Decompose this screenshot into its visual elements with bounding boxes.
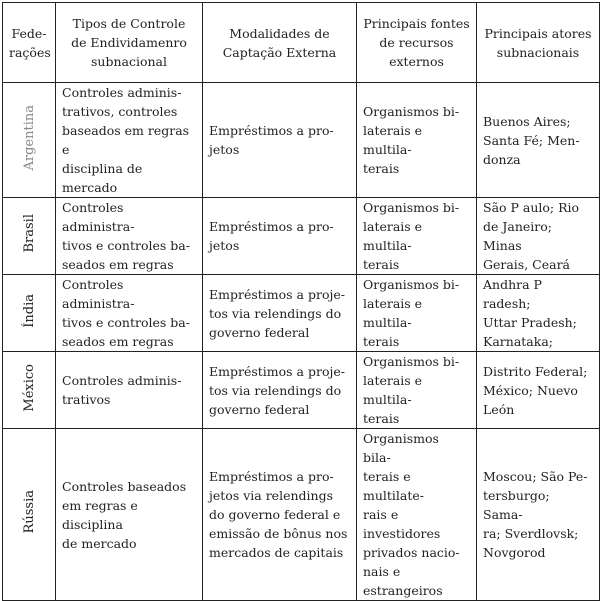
actors-cell: Moscou; São Pe- tersburgo; Sama- ra; Sverdlovsk; Novgorod	[477, 429, 600, 601]
controls-cell: Controles adminis- trativos	[56, 352, 203, 429]
controls-cell: Controles adminis- trativos, controles baseados em regras e disciplina de mercado	[56, 83, 203, 198]
modalities-cell: Empréstimos a pro- jetos via relendings do governo federal e emissão de bônus nos mercados de capitais	[203, 429, 357, 601]
header-row	[3, 3, 600, 83]
header-actors: Principais atores subnacionais	[477, 3, 600, 83]
actors-cell: Buenos Aires; Santa Fé; Men- donza	[477, 83, 600, 198]
federation-name: México	[21, 363, 37, 412]
table-row	[3, 275, 600, 352]
controls-cell: Controles administra- tivos e controles ba- seados em regras	[56, 275, 203, 352]
sources-cell: Organismos bi- laterais e multila- terais	[357, 275, 477, 352]
sources-cell: Organismos bi- laterais e multila- terais	[357, 198, 477, 275]
sources-cell: Organismos bi- laterais e multila- terais	[357, 352, 477, 429]
header-modalities: Modalidades de Captação Externa	[203, 3, 357, 83]
table-row	[3, 83, 600, 198]
federation-name: Brasil	[21, 214, 37, 253]
modalities-cell: Empréstimos a proje- tos via relendings do governo federal	[203, 352, 357, 429]
federation-name: Índia	[21, 293, 37, 328]
actors-cell: São P aulo; Rio de Janeiro; Minas Gerais, Ceará	[477, 198, 600, 275]
table-row	[3, 352, 600, 429]
controls-cell: Controles baseados em regras e disciplina de mercado	[56, 429, 203, 601]
table-row	[3, 198, 600, 275]
header-control-types: Tipos de Controle de Endividamenro subnacional	[56, 3, 203, 83]
modalities-cell: Empréstimos a pro- jetos	[203, 198, 357, 275]
controls-cell: Controles administra- tivos e controles ba- seados em regras	[56, 198, 203, 275]
sources-cell: Organismos bila- terais e multilate- rais e investidores privados nacio- nais e estrangeiros	[357, 429, 477, 601]
sources-cell: Organismos bi- laterais e multila- terais	[357, 83, 477, 198]
federation-name: Argentina	[21, 104, 37, 171]
header-sources: Principais fontes de recursos externos	[357, 3, 477, 83]
header-federations: Fede- rações	[3, 3, 56, 83]
actors-cell: Andhra P radesh; Uttar Pradesh; Karnataka;	[477, 275, 600, 352]
federations-table	[2, 2, 600, 601]
modalities-cell: Empréstimos a proje- tos via relendings do governo federal	[203, 275, 357, 352]
federation-name: Rússia	[21, 490, 37, 534]
table-row	[3, 429, 600, 601]
modalities-cell: Empréstimos a pro- jetos	[203, 83, 357, 198]
actors-cell: Distrito Federal; México; Nuevo León	[477, 352, 600, 429]
